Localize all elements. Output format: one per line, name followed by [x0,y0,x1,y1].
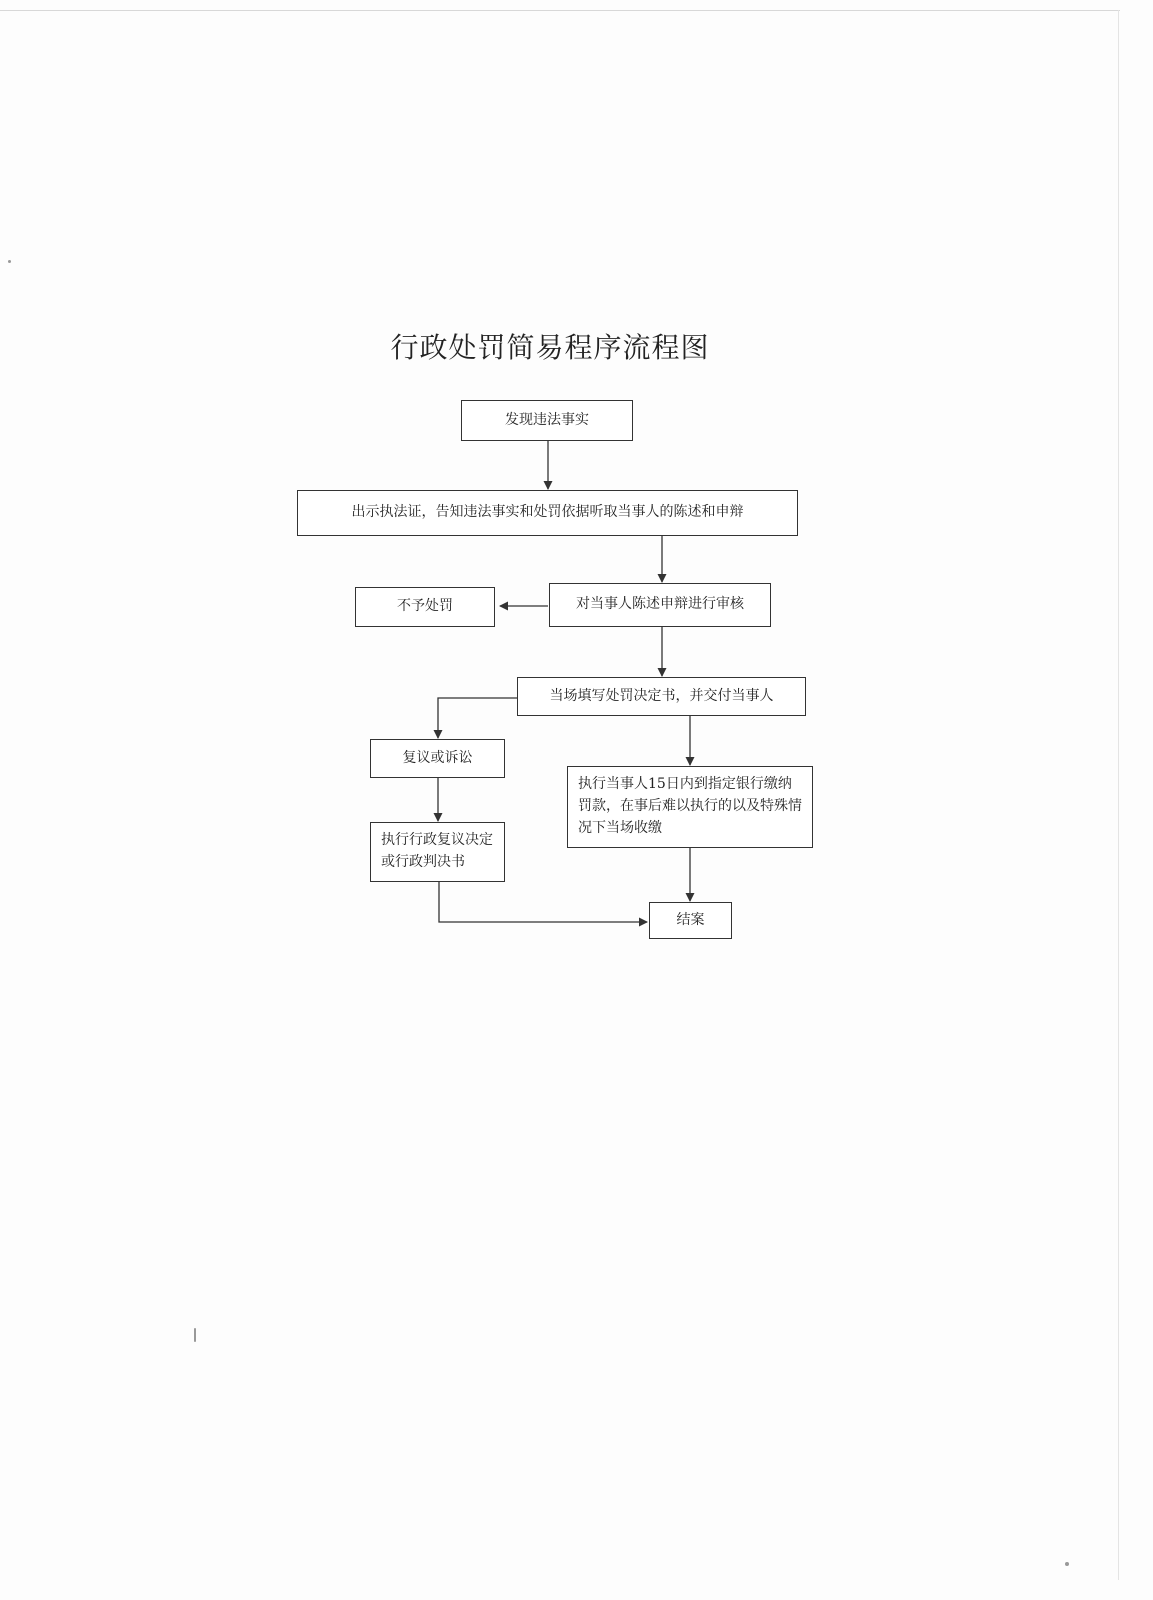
node-no-penalty: 不予处罚 [355,587,495,627]
scan-speck [8,260,11,263]
scan-speck [194,1328,196,1342]
node-inform: 出示执法证，告知违法事实和处罚依据听取当事人的陈述和申辩 [297,490,798,536]
node-review: 对当事人陈述申辩进行审核 [549,583,771,627]
node-appeal: 复议或诉讼 [370,739,505,778]
node-decision: 当场填写处罚决定书，并交付当事人 [517,677,806,716]
node-pay: 执行当事人15日内到指定银行缴纳罚款，在事后难以执行的以及特殊情况下当场收缴 [567,766,813,848]
node-execute-review: 执行行政复议决定或行政判决书 [370,822,505,882]
arrow-execute-to-close [439,882,647,922]
diagram-title: 行政处罚简易程序流程图 [390,331,710,364]
node-discover: 发现违法事实 [461,400,633,441]
arrow-decision-to-appeal [438,698,517,738]
node-close: 结案 [649,902,732,939]
scan-speck [1065,1562,1069,1566]
